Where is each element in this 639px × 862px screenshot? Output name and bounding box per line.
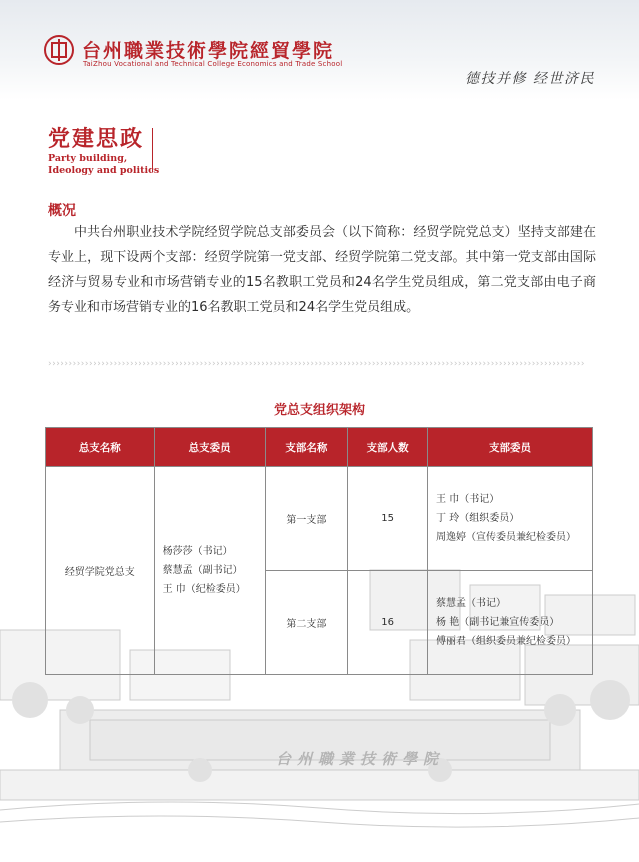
school-name-en: TaiZhou Vocational and Technical College Economics and Trade School (83, 60, 343, 68)
school-name: 台州職業技術學院經貿學院 (82, 40, 335, 62)
branch-count: 15 (348, 467, 428, 571)
branch-members (428, 571, 593, 675)
header-branch-count: 支部人数 (348, 428, 428, 467)
branch-members (428, 467, 593, 571)
overview-heading: 概况 (48, 203, 76, 219)
table-title: 党总支组织架构 (273, 403, 365, 418)
header-branch-name: 支部名称 (265, 428, 348, 467)
header-general-committee: 总支委员 (154, 428, 265, 467)
general-committee-member: 王 巾（纪检委员） (162, 584, 246, 595)
overview-paragraph: 中共台州职业技术学院经贸学院总支部委员会（以下简称：经贸学院党总支）坚持支部建在专业上，现下设两个支部：经贸学院第一党支部、经贸学院第二党支部。其中第一党支部由国际经济与贸易专业和市场营销专业的15名教职工党员和24名学生党员组成，第二党支部由电子商务专业和市场营销专业的16名教职工党员和24名学生党员组成。 (48, 225, 596, 315)
branch-member: 杨 艳（副书记兼宣传委员） (436, 617, 560, 628)
branch-name: 第二支部 (265, 571, 348, 675)
section-title-en-line1: Party building, (48, 153, 128, 164)
section-title-en-line2: Ideology and politics (48, 165, 160, 176)
header-general-branch: 总支名称 (46, 428, 155, 467)
general-branch-name: 经贸学院党总支 (46, 467, 155, 675)
branch-member: 周逸婷（宣传委员兼纪检委员） (436, 532, 577, 543)
branch-member: 傅丽君（组织委员兼纪检委员） (436, 636, 577, 647)
header-branch-members: 支部委员 (428, 428, 593, 467)
branch-member: 丁 玲（组织委员） (436, 513, 520, 524)
school-seal-icon (44, 35, 74, 65)
org-structure-table (45, 427, 593, 675)
chevron-divider: ››››››››››››››››››››››››››››››››››››››››››››››››››››››››››››››››››››››››››››››››››››››››››››››››››››››››››››››››››››››››››››››››››› (48, 359, 585, 369)
general-committee-member: 杨莎莎（书记） (162, 546, 233, 557)
gate-sign-text: 台州職業技術學院 (276, 750, 445, 768)
table-row (46, 467, 593, 571)
table-header-row (46, 428, 593, 467)
motto: 德技并修 经世济民 (465, 71, 595, 87)
branch-member: 蔡慧孟（书记） (436, 598, 507, 609)
branch-count: 16 (348, 571, 428, 675)
branch-member: 王 巾（书记） (436, 494, 500, 505)
general-committee-member: 蔡慧孟（副书记） (162, 565, 243, 576)
general-committee-list (154, 467, 265, 675)
branch-name: 第一支部 (265, 467, 348, 571)
section-title-cn: 党建思政 (48, 126, 145, 152)
